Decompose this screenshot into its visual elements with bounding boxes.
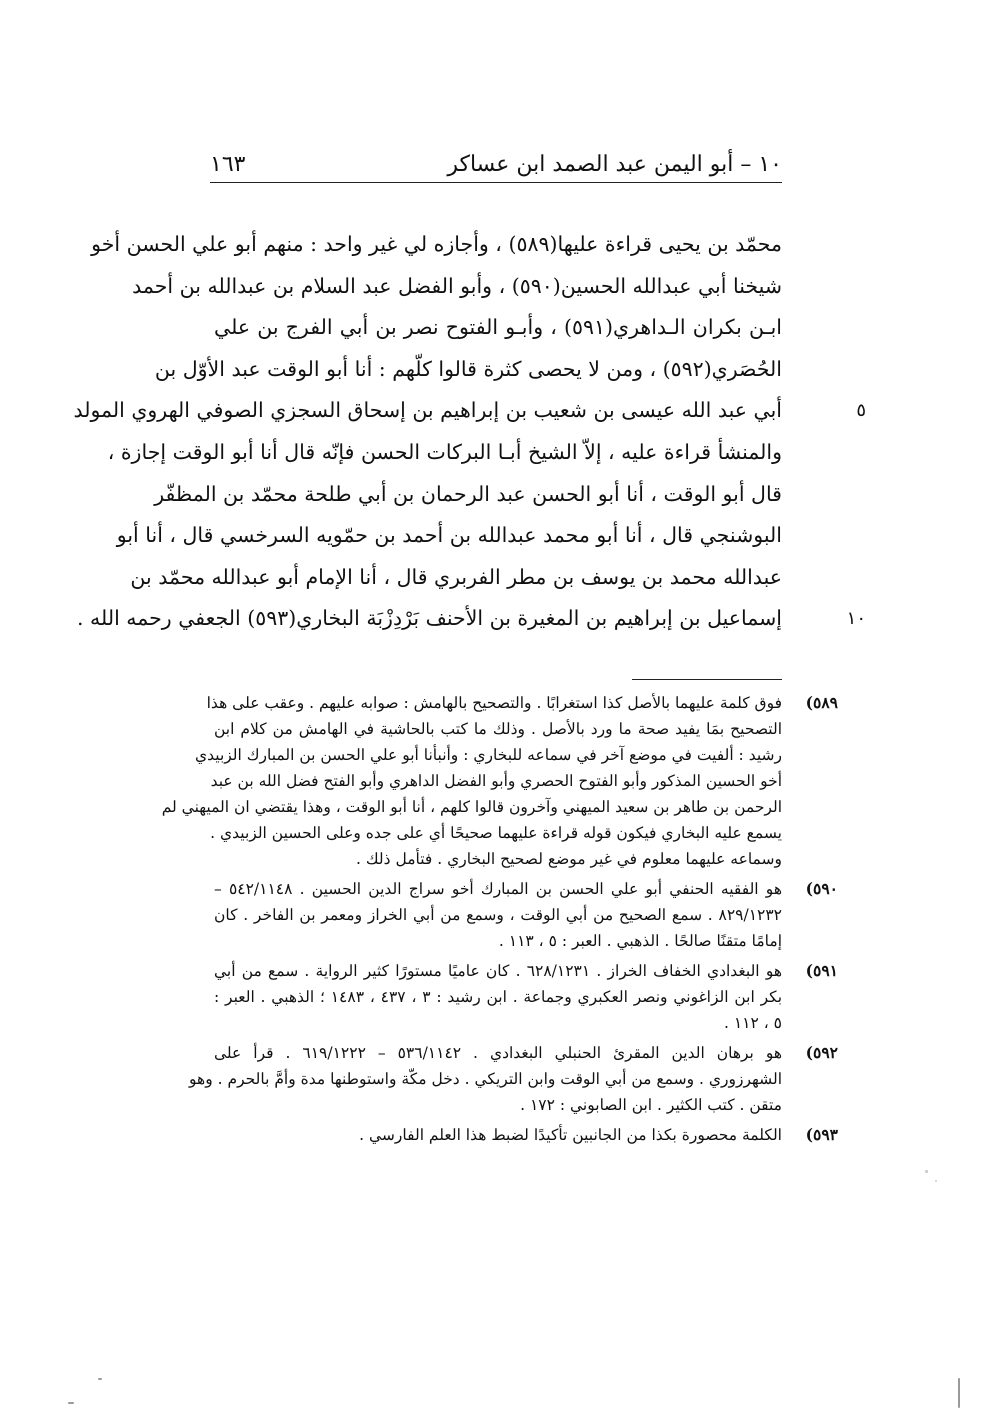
text-line: ١٠ إسماعيل بن إبراهيم بن المغيرة بن الأحنف بَرْدِزْبَة البخاري(٥٩٣) الجعفي رحمه الله . <box>214 598 782 640</box>
running-header <box>210 150 782 186</box>
footnote-line: رشيد : ألفيت في موضع آخر في سماعه للبخاري : وأنبأنا أبو علي الحسن بن المبارك الزبيدي <box>195 746 782 764</box>
text-line: الحُصَري(٥٩٢) ، ومن لا يحصى كثرة قالوا كلّهم : أنا أبو الوقت عبد الأوّل بن <box>154 356 782 381</box>
footnote-line: إمامًا متقنًا صالحًا . الذهبي . العبر : ٥ ، ١١٣ . <box>498 932 782 950</box>
text-line: ابـن بكران الـداهري(٥٩١) ، وأبـو الفتوح نصر بن أبي الفرج بن علي <box>214 315 783 340</box>
footnote-line: التصحيح بمَا يفيد صحة ما ورد بالأصل . وذلك ما كتب بالحاشية في الهامش من كلام ابن <box>214 720 782 738</box>
scan-speck <box>925 1170 928 1173</box>
footnote-line: الشهرزوري . وسمع من أبي الوقت وابن التريكي . دخل مكّة واستوطنها مدة وأمَّ بالحرم . وهو <box>189 1070 782 1088</box>
footnote-line: فوق كلمة عليهما بالأصل كذا استغرابًا . والتصحيح بالهامش : صوابه عليهم . وعقب على هذا <box>206 694 782 712</box>
footnote-593 <box>214 1122 838 1148</box>
footnote-line: بكر ابن الزاغوني ونصر العكبري وجماعة . ابن رشيد : ٣ ، ٤٣٧ ، ١٤٨٣ ؛ الذهبي . العبر : <box>214 988 783 1006</box>
footnote-590 <box>214 876 838 954</box>
footnote-separator <box>632 679 782 680</box>
footnote-number: ٥٩٢) <box>805 1043 838 1062</box>
footnote-line: ٥ ، ١١٢ . <box>723 1014 782 1032</box>
footnote-line: هو الفقيه الحنفي أبو علي الحسن بن المبارك أخو سراج الدين الحسين . ٥٤٢/١١٤٨ – <box>214 880 782 898</box>
chapter-title: ١٠ – أبو اليمن عبد الصمد ابن عساكر <box>447 152 782 177</box>
footnote-line: هو البغدادي الخفاف الخراز . ٦٢٨/١٢٣١ . كان عاميًا مستورًا كثير الرواية . سمع من أبي <box>214 962 782 980</box>
footnote-number: ٥٩١) <box>805 961 838 980</box>
scan-speck <box>958 1378 960 1408</box>
header-rule <box>210 182 782 183</box>
text-line: شيخنا أبي عبدالله الحسين(٥٩٠) ، وأبو الفضل عبد السلام بن عبدالله بن أحمد <box>132 273 782 298</box>
text-line: محمّد بن يحيى قراءة عليها(٥٨٩) ، وأجازه لي غير واحد : منهم أبو علي الحسن أخو <box>91 232 782 256</box>
footnote-line: يسمع عليه البخاري فيكون قوله قراءة عليهما صحيحًا أي على جده وعلى الحسين الزبيدي . <box>210 824 782 842</box>
scan-speck <box>98 1378 102 1380</box>
footnote-line: هو برهان الدين المقرئ الحنبلي البغدادي . ٥٣٦/١١٤٢ – ٦١٩/١٢٢٢ . قرأ على <box>214 1044 783 1062</box>
footnote-line: ٨٢٩/١٢٣٢ . سمع الصحيح من أبي الوقت ، وسمع من أبي الخراز ومعمر بن الفاخر . كان <box>214 906 782 924</box>
footnote-number: ٥٨٩) <box>805 693 838 712</box>
footnote-line: الكلمة محصورة بكذا من الجانبين تأكيدًا لضبط هذا العلم الفارسي . <box>359 1126 782 1144</box>
main-text <box>73 224 866 640</box>
footnote-number: ٥٩٠) <box>805 879 838 898</box>
line-number: ١٠ <box>846 608 866 630</box>
text-line: قال أبو الوقت ، أنا أبو الحسن عبد الرحمان بن أبي طلحة محمّد بن المظفّر <box>154 481 782 506</box>
footnote-line: الرحمن بن طاهر بن سعيد الميهني وآخرون قالوا كلهم ، أنا أبو الوقت ، وهذا يقتضي ان الميهني لم <box>161 798 782 816</box>
text-line: البوشنجي قال ، أنا أبو محمد عبدالله بن أحمد بن حمّويه السرخسي قال ، أنا أبو <box>116 523 782 548</box>
footnote-589 <box>161 690 838 872</box>
scan-speck <box>68 1402 74 1404</box>
page-number: ١٦٣ <box>210 152 246 177</box>
scan-speck <box>935 1180 937 1182</box>
footnote-591 <box>214 958 838 1036</box>
text-line: ٥ أبي عبد الله عيسى بن شعيب بن إبراهيم بن إسحاق السجزي الصوفي الهروي المولد <box>214 390 782 432</box>
footnote-592 <box>189 1040 838 1118</box>
footnotes <box>161 690 838 1152</box>
footnote-line: وسماعه عليهما معلوم في غير موضع لصحيح البخاري . فتأمل ذلك . <box>356 850 782 868</box>
footnote-line: أخو الحسين المذكور وأبو الفتوح الحصري وأبو الفضل الداهري وأبو الفتح فضل الله بن عبد <box>210 772 782 790</box>
line-number: ٥ <box>856 400 866 422</box>
text-line: عبدالله محمد بن يوسف بن مطر الفربري قال ، أنا الإمام أبو عبدالله محمّد بن <box>130 564 782 589</box>
text-line: والمنشأ قراءة عليه ، إلاّ الشيخ أبـا البركات الحسن فإنّه قال أنا أبو الوقت إجازة ، <box>107 439 782 464</box>
footnote-line: متقن . كتب الكثير . ابن الصابوني : ١٧٢ . <box>520 1096 782 1114</box>
footnote-number: ٥٩٣) <box>805 1125 838 1144</box>
